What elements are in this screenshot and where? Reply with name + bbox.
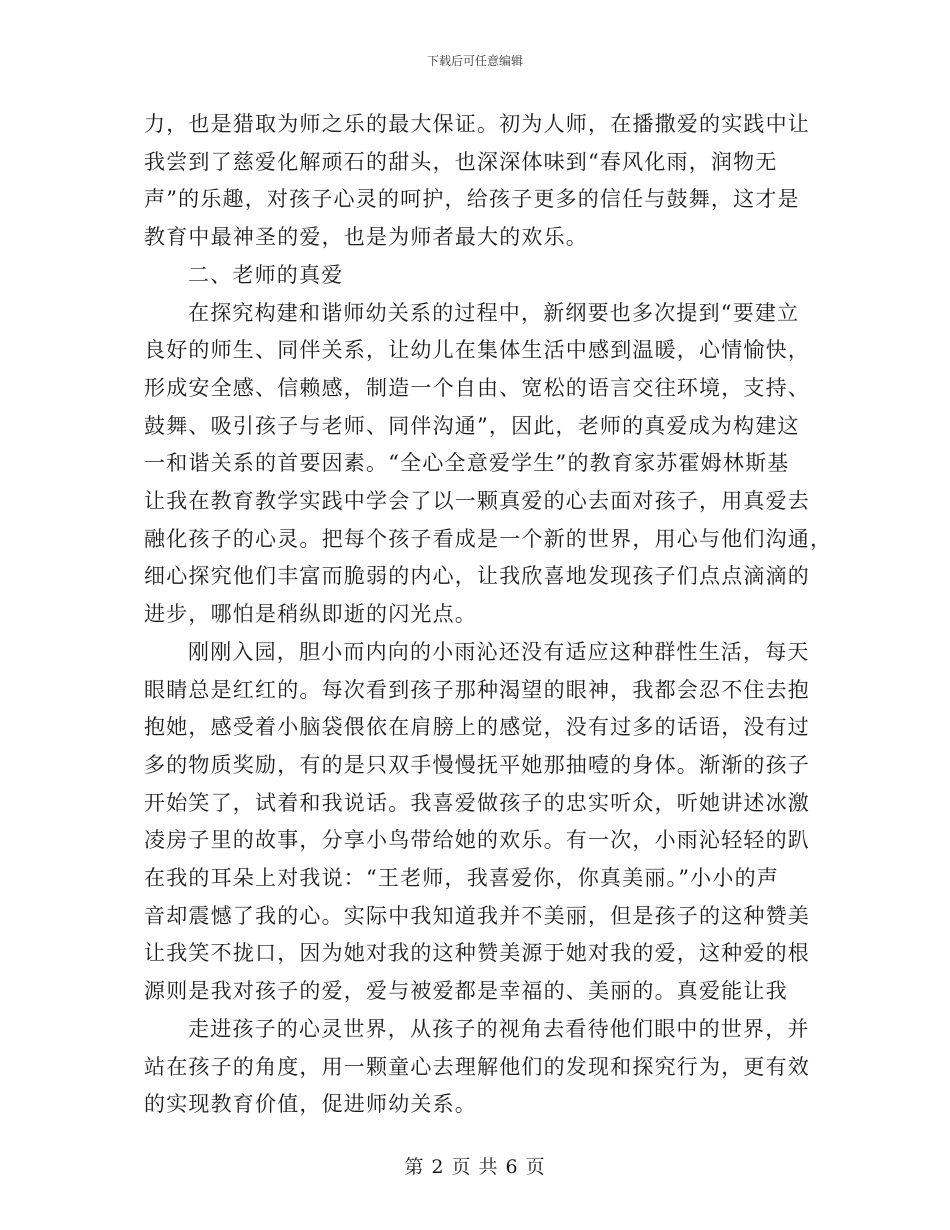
- paragraph-conclusion: [144, 1011, 808, 1124]
- document-body: [144, 106, 833, 1124]
- paragraph-story: [144, 634, 808, 1011]
- text-line: 鼓舞、吸引孩子与老师、同伴沟通”，因此，老师的真爱成为构建这: [144, 413, 800, 438]
- text-line: 音却震憾了我的心。实际中我知道我并不美丽，但是孩子的这种赞美: [144, 903, 810, 928]
- text-line: 走进孩子的心灵世界，从孩子的视角去看待他们眼中的世界，并: [188, 1016, 810, 1041]
- text-line: 凌房子里的故事，分享小鸟带给她的欢乐。有一次，小雨沁轻轻的趴: [144, 828, 810, 853]
- text-line: 在探究构建和谐师幼关系的过程中，新纲要也多次提到“要建立: [188, 300, 800, 325]
- text-line: 刚刚入园，胆小而内向的小雨沁还没有适应这种群性生活，每天: [188, 639, 810, 664]
- text-line: 融化孩子的心灵。把每个孩子看成是一个新的世界，用心与他们沟通，: [144, 526, 833, 551]
- text-line: 站在孩子的角度，用一颗童心去理解他们的发现和探究行为，更有效: [144, 1054, 810, 1079]
- text-line: 教育中最神圣的爱，也是为师者最大的欢乐。: [144, 225, 588, 250]
- text-line: 一和谐关系的首要因素。“全心全意爱学生”的教育家苏霍姆林斯基: [144, 451, 790, 476]
- text-line: 让我在教育教学实践中学会了以一颗真爱的心去面对孩子，用真爱去: [144, 489, 810, 514]
- text-line: 进步，哪怕是稍纵即逝的闪光点。: [144, 602, 477, 627]
- text-line: 的实现教育价值，促进师幼关系。: [144, 1092, 477, 1117]
- section-heading-block: [144, 257, 808, 295]
- text-line: 开始笑了，试着和我说话。我喜爱做孩子的忠实听众，听她讲述冰激: [144, 790, 810, 815]
- text-line: 在我的耳朵上对我说：“王老师，我喜爱你，你真美丽。”小小的声: [144, 866, 779, 891]
- text-line: 多的物质奖励，有的是只双手慢慢抚平她那抽噎的身体。渐渐的孩子: [144, 752, 810, 777]
- text-line: 让我笑不拢口，因为她对我的这种赞美源于她对我的爱，这种爱的根: [144, 941, 810, 966]
- text-line: 良好的师生、同伴关系，让幼儿在集体生活中感到温暖，心情愉快，: [144, 338, 810, 363]
- page-header: 下载后可任意编辑: [426, 54, 523, 68]
- text-line: 形成安全感、信赖感，制造一个自由、宽松的语言交往环境，支持、: [144, 375, 810, 400]
- text-line: 力，也是猎取为师之乐的最大保证。初为人师，在播撒爱的实践中让: [144, 112, 810, 136]
- text-line: 声”的乐趣，对孩子心灵的呵护，给孩子更多的信任与鼓舞，这才是: [144, 187, 800, 212]
- text-line: 我尝到了慈爱化解顽石的甜头，也深深体味到“春风化雨，润物无: [144, 149, 778, 174]
- paragraph-continuation: [144, 106, 808, 257]
- text-line: 细心探究他们丰富而脆弱的内心，让我欣喜地发现孩子们点点滴滴的: [144, 564, 810, 589]
- text-line: 眼睛总是红红的。每次看到孩子那种渴望的眼神，我都会忍不住去抱: [144, 677, 810, 702]
- paragraph-true-love: [144, 295, 833, 634]
- text-line: 源则是我对孩子的爱，爱与被爱都是幸福的、美丽的。真爱能让我: [144, 979, 788, 1004]
- page-number: 第 2 页 共 6 页: [404, 1156, 546, 1178]
- text-line: 抱她，感受着小脑袋偎依在肩膀上的感觉，没有过多的话语，没有过: [144, 715, 810, 740]
- section-heading: 二、老师的真爱: [188, 262, 344, 287]
